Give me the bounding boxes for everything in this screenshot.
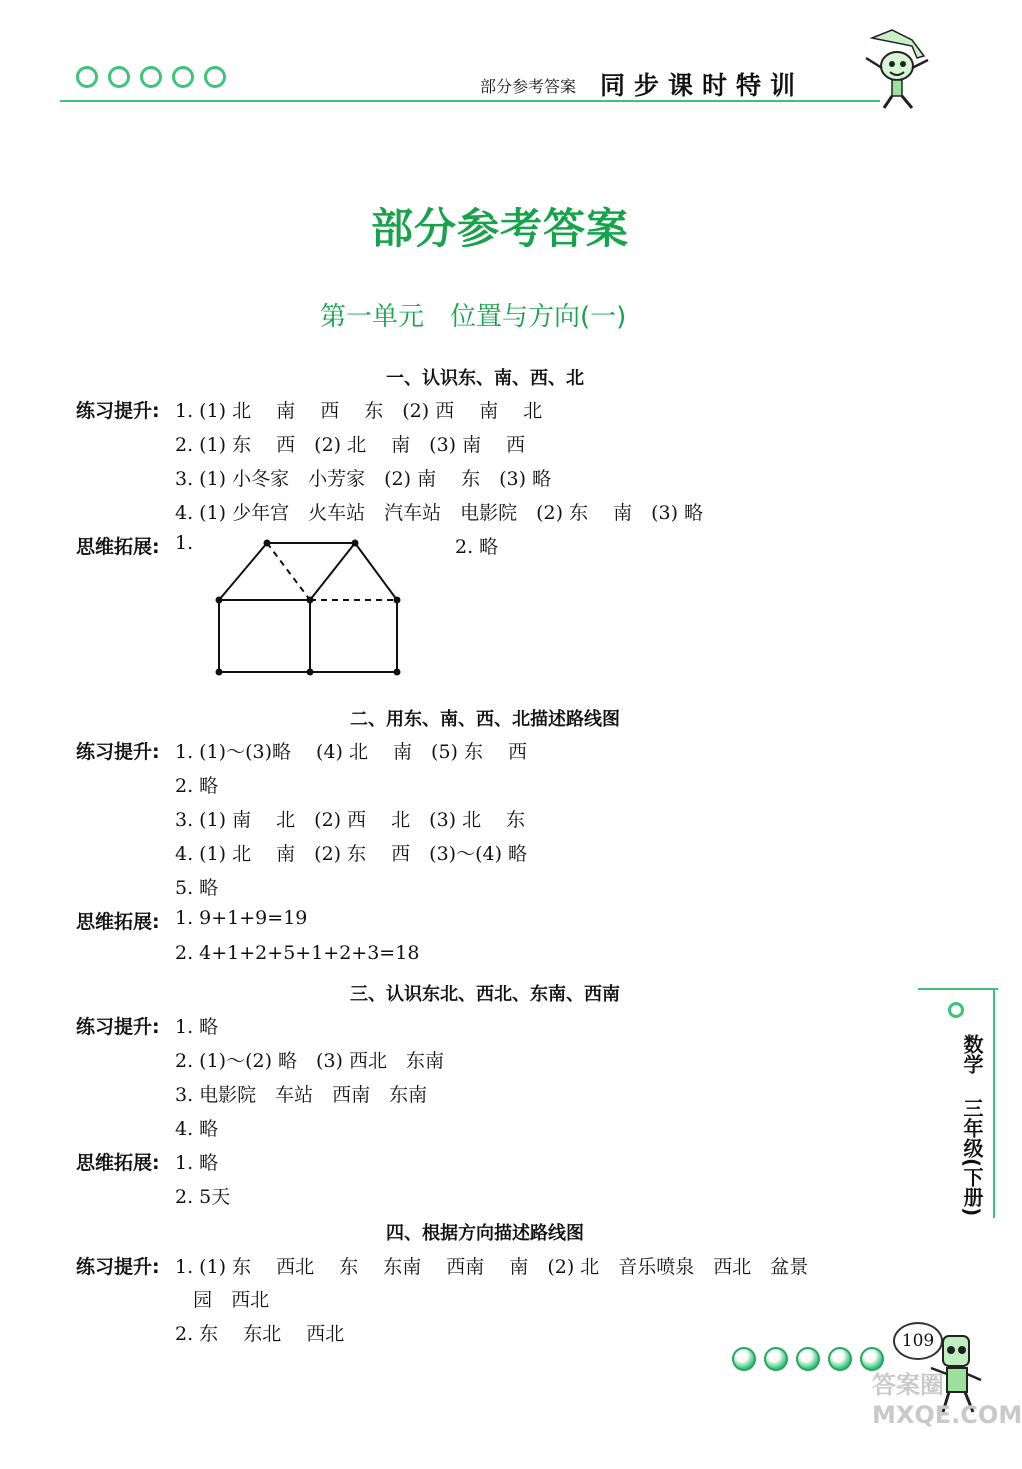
ring-icon [108,66,130,88]
ring-icon [796,1347,820,1371]
unit-title: 第一单元 位置与方向(一) [320,302,627,332]
extend-label: 思维拓展: [76,536,160,558]
answer-line: 4. (1) 北 南 (2) 东 西 (3)～(4) 略 [175,843,528,865]
answer-line: 园 西北 [175,1289,270,1311]
practice-label: 练习提升: [76,1256,160,1278]
answer-line: 2. 东 东北 西北 [175,1323,345,1345]
ring-icon [732,1347,756,1371]
practice-label: 练习提升: [76,741,160,763]
answer-line: 1. [175,532,194,554]
ring-icon [204,66,226,88]
pencil-mascot-icon [862,28,932,113]
answer-line: 1. 略 [175,1016,219,1038]
ring-icon [860,1347,884,1371]
answer-line: 2. 略 [455,536,499,558]
footer-decoration-rings [732,1347,884,1371]
ring-icon [828,1347,852,1371]
ring-icon [172,66,194,88]
side-tab-border [993,988,995,1218]
side-tab-subject: 数学 [960,1034,984,1074]
answer-line: 1. 略 [175,1152,219,1174]
ring-icon [764,1347,788,1371]
answer-line: 1. (1) 东 西北 东 东南 西南 南 (2) 北 音乐喷泉 西北 盆景 [175,1256,809,1278]
page-number: 109 [893,1322,943,1360]
side-tab-rule [918,988,998,990]
section-title: 一、认识东、南、西、北 [386,368,584,389]
answer-line: 2. (1) 东 西 (2) 北 南 (3) 南 西 [175,434,526,456]
section-title: 三、认识东北、西北、东南、西南 [350,984,620,1005]
ring-icon [76,66,98,88]
answer-line: 4. 略 [175,1118,219,1140]
answer-line: 2. 略 [175,775,219,797]
extend-label: 思维拓展: [76,1152,160,1174]
practice-label: 练习提升: [76,1016,160,1038]
answer-line: 4. (1) 少年宫 火车站 汽车站 电影院 (2) 东 南 (3) 略 [175,502,704,524]
section-title: 二、用东、南、西、北描述路线图 [350,709,620,730]
side-tab-grade: 三年级(下册) [960,1097,984,1217]
answer-line: 3. (1) 小冬家 小芳家 (2) 南 东 (3) 略 [175,468,552,490]
page-title: 部分参考答案 [370,204,629,253]
answer-line: 2. 4+1+2+5+1+2+3=18 [175,942,420,964]
answer-line: 1. (1)～(3)略 (4) 北 南 (5) 东 西 [175,741,528,763]
header-series-title: 同步课时特训 [600,71,805,100]
ring-icon [140,66,162,88]
answer-line: 5. 略 [175,877,219,899]
answer-line: 2. 5天 [175,1186,231,1208]
answer-line: 3. 电影院 车站 西南 东南 [175,1084,428,1106]
answer-line: 2. (1)～(2) 略 (3) 西北 东南 [175,1050,444,1072]
house-figure [210,536,410,681]
watermark: 答案圈 MXQE.COM [872,1371,1022,1429]
answer-line: 3. (1) 南 北 (2) 西 北 (3) 北 东 [175,809,526,831]
answer-line: 1. (1) 北 南 西 东 (2) 西 南 北 [175,400,543,422]
header-subtitle: 部分参考答案 [480,77,577,96]
extend-label: 思维拓展: [76,911,160,933]
section-title: 四、根据方向描述路线图 [386,1223,584,1244]
practice-label: 练习提升: [76,400,160,422]
ring-icon [948,1002,964,1018]
answer-line: 1. 9+1+9=19 [175,907,308,929]
header-decoration-rings [76,66,226,96]
